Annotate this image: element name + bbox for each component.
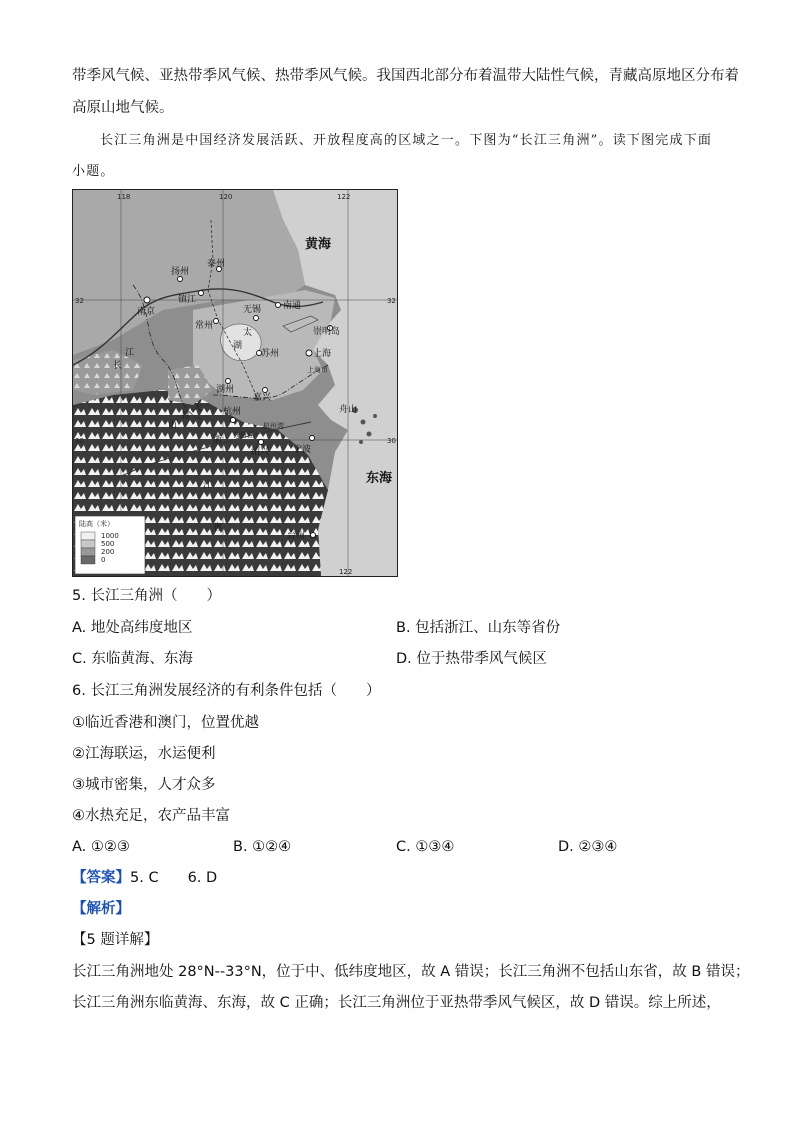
label-taizhou-north: 泰州 xyxy=(207,259,226,269)
label-lat-30-right: 30 xyxy=(387,437,396,445)
label-ningbo: 宁波 xyxy=(293,445,312,455)
label-jiaxing: 嘉兴 xyxy=(253,393,272,403)
detail5-line-2: 长江三角洲东临黄海、东海，故 C 正确；长江三角洲位于亚热带季风气候区，故 D 错误。综上所述， xyxy=(72,995,721,1011)
answer-tag: 【答案】 xyxy=(72,870,130,886)
q6-option-d[interactable]: D. ②③④ xyxy=(558,839,618,855)
q5-option-b[interactable]: B. 包括浙江、山东等省份 xyxy=(396,620,561,636)
label-nanjing: 南京 xyxy=(137,307,156,317)
q6-option-a[interactable]: A. ①②③ xyxy=(72,839,130,855)
yangtze-delta-map xyxy=(72,189,398,577)
passage-line-2: 小题。 xyxy=(72,164,115,179)
label-yangzhou: 扬州 xyxy=(171,267,190,277)
label-chongming: 崇明岛 xyxy=(313,327,341,337)
label-chang: 长 xyxy=(113,361,123,371)
label-tai: 太 xyxy=(243,328,253,338)
q6-stem: 6. 长江三角洲发展经济的有利条件包括（ ） xyxy=(72,683,381,699)
label-lon-118: 118 xyxy=(117,193,131,201)
label-lat-32-left: 32 xyxy=(75,297,84,305)
label-changzhou: 常州 xyxy=(195,321,214,331)
label-zhe: 浙 xyxy=(213,435,223,445)
label-hangzhou-bay: 杭州湾 xyxy=(263,422,284,430)
label-huanghai: 黄海 xyxy=(305,237,332,252)
intro-line-1: 带季风气候、亚热带季风气候、热带季风气候。我国西北部分布着温带大陆性气候，青藏高原地区分布着 xyxy=(72,68,739,84)
q6-option-c[interactable]: C. ①③④ xyxy=(396,839,455,855)
q5-option-a[interactable]: A. 地处高纬度地区 xyxy=(72,620,193,636)
label-lon-120: 120 xyxy=(219,193,233,201)
q5-option-c[interactable]: C. 东临黄海、东海 xyxy=(72,651,193,667)
label-huzhou: 湖州 xyxy=(216,385,235,395)
q6-statement-4: ④水热充足，农产品丰富 xyxy=(72,808,230,824)
label-lon-122-bottom: 122 xyxy=(339,568,353,576)
answer-row xyxy=(72,868,217,888)
legend-title: 陆高（米） xyxy=(79,520,114,528)
legend-item-500: 500 xyxy=(101,540,115,548)
label-shaoxing: 绍兴 xyxy=(251,447,270,457)
label-tian: 天 xyxy=(193,403,203,413)
detail5-title: 【5 题详解】 xyxy=(72,932,159,948)
detail5-line-1: 长江三角洲地处 28°N--33°N，位于中、低纬度地区，故 A 错误；长江三角洲不包括山东省，故 B 错误； xyxy=(72,964,750,980)
intro-line-2: 高原山地气候。 xyxy=(72,100,174,116)
label-jiang-1: 江 xyxy=(125,348,135,358)
q5-option-d[interactable]: D. 位于热带季风气候区 xyxy=(396,651,547,667)
answer-text: 5. C 6. D xyxy=(130,870,218,886)
q6-option-b[interactable]: B. ①②④ xyxy=(233,839,292,855)
label-lat-32-right: 32 xyxy=(387,297,396,305)
map-legend xyxy=(75,516,145,574)
analysis-row xyxy=(72,899,130,919)
label-suzhou: 苏州 xyxy=(261,349,280,359)
label-nantong: 南通 xyxy=(283,301,302,311)
analysis-tag: 【解析】 xyxy=(72,901,130,917)
q6-statement-3: ③城市密集，人才众多 xyxy=(72,777,216,793)
passage-line-1: 长江三角洲是中国经济发展活跃、开放程度高的区域之一。下图为“长江三角洲”。读下图完成下面 xyxy=(100,133,713,148)
label-hangzhou: 杭州 xyxy=(223,407,242,417)
label-zhoushan: 舟山 xyxy=(339,405,358,415)
legend-item-200: 200 xyxy=(101,548,115,556)
label-zhenjiang: 镇江 xyxy=(178,295,197,305)
q6-statement-1: ①临近香港和澳门，位置优越 xyxy=(72,715,259,731)
label-taizhou-south: 台州 xyxy=(287,531,306,541)
label-shanghai: 上海 xyxy=(313,349,332,359)
q5-stem: 5. 长江三角洲（ ） xyxy=(72,588,221,604)
legend-item-1000: 1000 xyxy=(101,532,119,540)
label-hu: 湖 xyxy=(233,341,243,351)
legend-item-0: 0 xyxy=(101,556,106,564)
q6-statement-2: ②江海联运，水运便利 xyxy=(72,746,216,762)
label-mu: 目 xyxy=(181,411,191,421)
label-lat-30-left: 30 xyxy=(75,437,84,445)
label-shan: 山 xyxy=(168,421,178,431)
label-wuxi: 无锡 xyxy=(243,305,262,315)
label-lon-122: 122 xyxy=(337,193,351,201)
label-sheng-2: 省 xyxy=(213,523,223,533)
label-donghai-1: 东海 xyxy=(366,471,393,486)
label-jiang-3: 江 xyxy=(203,481,213,491)
label-qiantang: 钱塘江 xyxy=(233,431,254,439)
label-shanghai-city: 上海市 xyxy=(307,366,328,374)
